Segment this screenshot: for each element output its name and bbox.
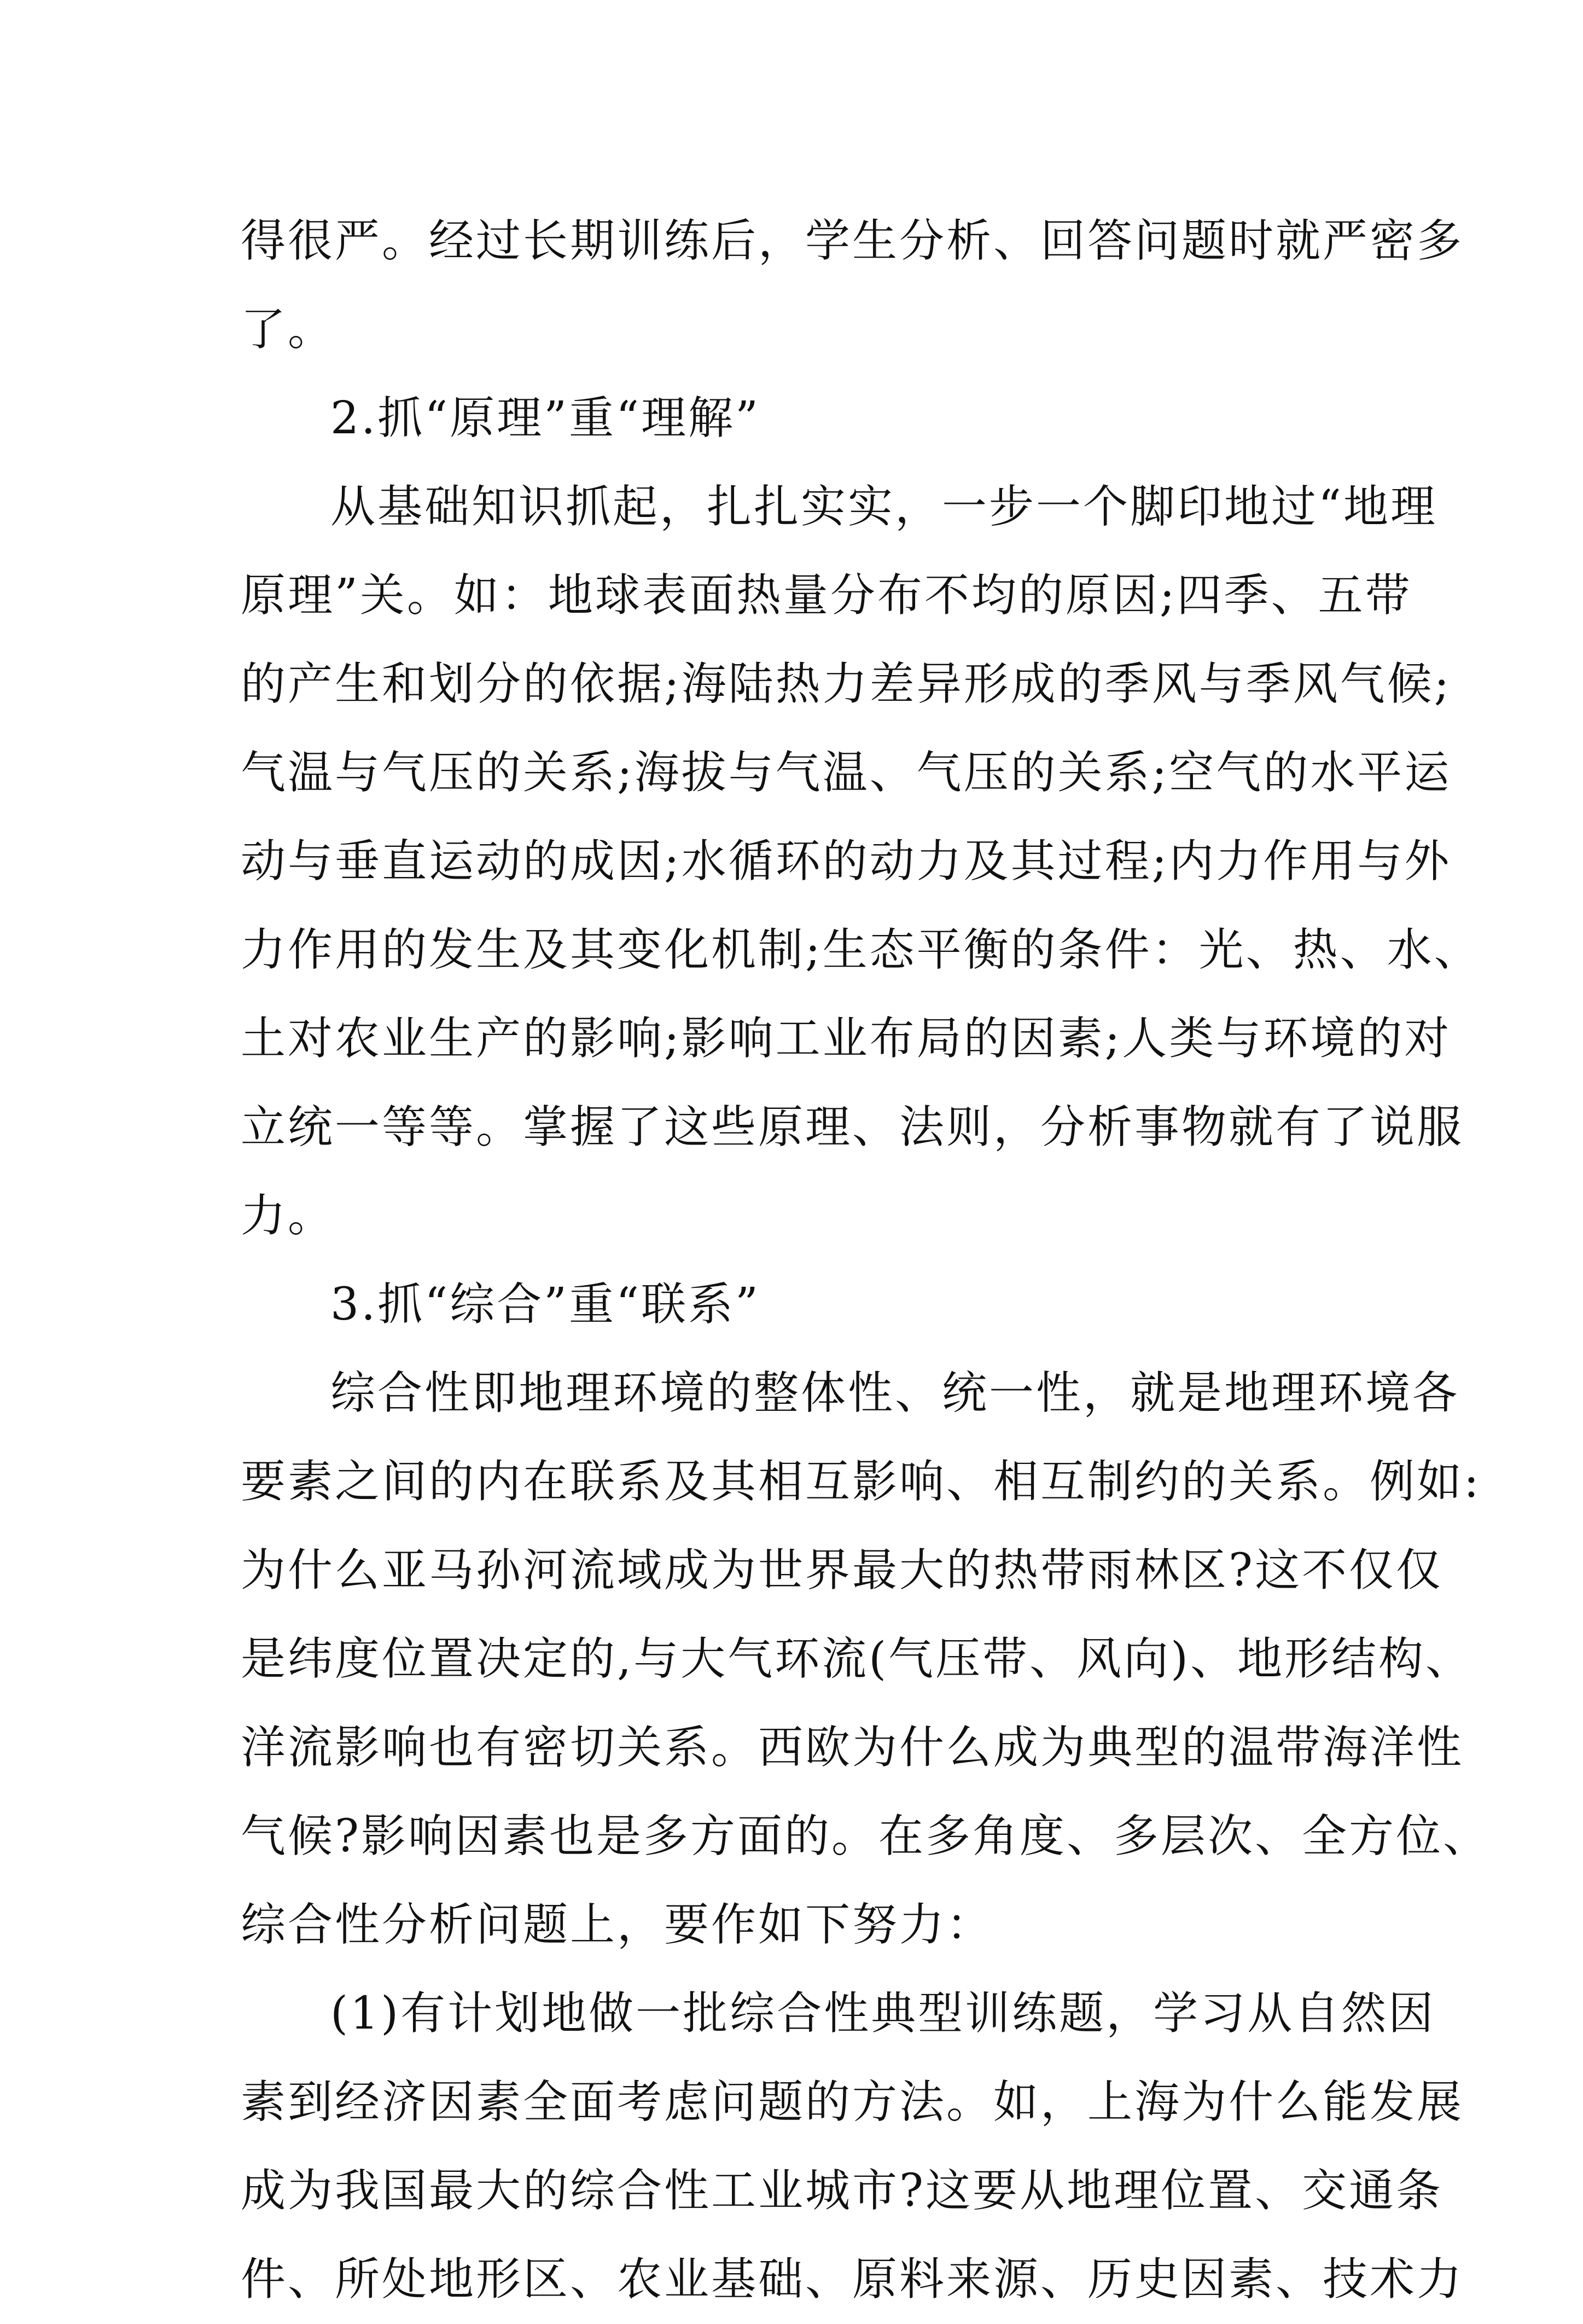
text-line-17: 是纬度位置决定的,与大气环流(气压带、风向)、地形结构、 <box>241 1633 1473 1685</box>
text-line-15: 要素之间的内在联系及其相互影响、相互制约的关系。例如: <box>241 1456 1481 1508</box>
text-line-6: 的产生和划分的依据;海陆热力差异形成的季风与季风气候; <box>241 658 1452 710</box>
text-line-5: 原理”关。如：地球表面热量分布不均的原因;四季、五带 <box>241 570 1412 621</box>
document-body <box>241 197 1490 2324</box>
text-line-14: 综合性即地理环境的整体性、统一性，就是地理环境各 <box>330 1367 1460 1419</box>
text-line-16: 为什么亚马孙河流域成为世界最大的热带雨林区?这不仅仅 <box>241 1544 1443 1596</box>
text-line-1: 得很严。经过长期训练后，学生分析、回答问题时就严密多 <box>241 215 1464 267</box>
text-line-24: 件、所处地形区、农业基础、原料来源、历史因素、技术力 <box>241 2253 1464 2305</box>
text-line-2: 了。 <box>241 304 335 356</box>
text-line-8: 动与垂直运动的成因;水循环的动力及其过程;内力作用与外 <box>241 835 1452 887</box>
text-line-12: 力。 <box>241 1190 335 1242</box>
text-line-22: 素到经济因素全面考虑问题的方法。如，上海为什么能发展 <box>241 2076 1464 2128</box>
section-heading-2: 2.抓“原理”重“理解” <box>330 392 760 444</box>
list-item-1: (1)有计划地做一批综合性典型训练题，学习从自然因 <box>330 1988 1436 2040</box>
text-line-10: 土对农业生产的影响;影响工业布局的因素;人类与环境的对 <box>241 1013 1452 1065</box>
text-line-23: 成为我国最大的综合性工业城市?这要从地理位置、交通条 <box>241 2165 1443 2217</box>
text-line-7: 气温与气压的关系;海拔与气温、气压的关系;空气的水平运 <box>241 747 1452 799</box>
text-line-19: 气候?影响因素也是多方面的。在多角度、多层次、全方位、 <box>241 1810 1490 1862</box>
text-line-11: 立统一等等。掌握了这些原理、法则，分析事物就有了说服 <box>241 1101 1464 1153</box>
text-line-4: 从基础知识抓起，扎扎实实，一步一个脚印地过“地理 <box>330 481 1437 533</box>
section-heading-3: 3.抓“综合”重“联系” <box>330 1279 760 1331</box>
text-line-18: 洋流影响也有密切关系。西欧为什么成为典型的温带海洋性 <box>241 1722 1464 1774</box>
text-line-20: 综合性分析问题上，要作如下努力： <box>241 1899 994 1951</box>
text-line-9: 力作用的发生及其变化机制;生态平衡的条件：光、热、水、 <box>241 924 1481 976</box>
